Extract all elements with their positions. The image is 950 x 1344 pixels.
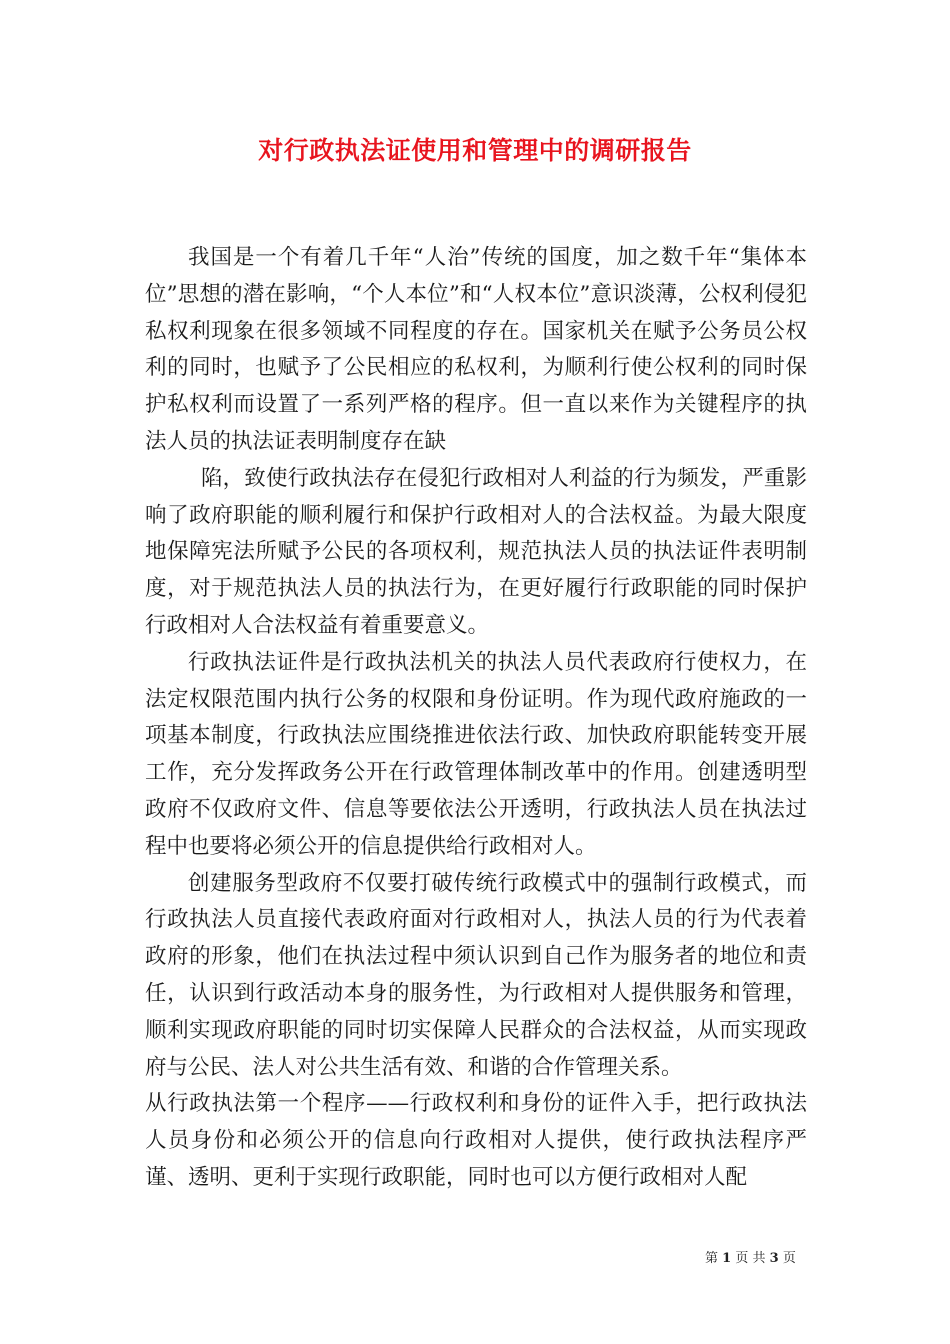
paragraph-1: 我国是一个有着几千年“人治”传统的国度，加之数千年“集体本位”思想的潜在影响，“个人本位”和“人权本位”意识淡薄，公权利侵犯私权利现象在很多领域不同程度的存在。国家机关在赋予公务员公权利的同时，也赋予了公民相应的私权利，为顺利行使公权利的同时保护私权利而设置了一系列严格的程序。但一直以来作为关键程序的执法人员的执法证表明制度存在缺 <box>145 245 807 454</box>
paragraph-5: 从行政执法第一个程序——行政权利和身份的证件入手，把行政执法人员身份和必须公开的信息向行政相对人提供，使行政执法程序严谨、透明、更利于实现行政职能，同时也可以方便行政相对人配 <box>145 1091 807 1190</box>
paragraph-4: 创建服务型政府不仅要打破传统行政模式中的强制行政模式，而行政执法人员直接代表政府面对行政相对人，执法人员的行为代表着政府的形象，他们在执法过程中须认识到自己作为服务者的地位和责任，认识到行政活动本身的服务性，为行政相对人提供服务和管理，顺利实现政府职能的同时切实保障人民群众的合法权益，从而实现政府与公民、法人对公共生活有效、和谐的合作管理关系。 <box>145 870 807 1080</box>
footer-total-pages: 3 <box>769 1251 779 1266</box>
footer-suffix: 页 <box>782 1251 796 1266</box>
paragraph-3: 行政执法证件是行政执法机关的执法人员代表政府行使权力，在法定权限范围内执行公务的权限和身份证明。作为现代政府施政的一项基本制度，行政执法应围绕推进依法行政、加快政府职能转变开展工作，充分发挥政务公开在行政管理体制改革中的作用。创建透明型政府不仅政府文件、信息等要依法公开透明，行政执法人员在执法过程中也要将必须公开的信息提供给行政相对人。 <box>145 649 807 859</box>
footer-current-page: 1 <box>722 1251 732 1266</box>
footer-prefix: 第 <box>705 1251 719 1266</box>
page-footer <box>705 1250 845 1268</box>
paragraph-2: 陷，致使行政执法存在侵犯行政相对人利益的行为频发，严重影响了政府职能的顺利履行和保护行政相对人的合法权益。为最大限度地保障宪法所赋予公民的各项权利，规范执法人员的执法证件表明制度，对于规范执法人员的执法行为，在更好履行行政职能的同时保护行政相对人合法权益有着重要意义。 <box>145 465 807 638</box>
document-title: 对行政执法证使用和管理中的调研报告 <box>258 136 692 165</box>
document-body <box>145 240 807 1197</box>
footer-middle: 页 共 <box>735 1251 766 1266</box>
